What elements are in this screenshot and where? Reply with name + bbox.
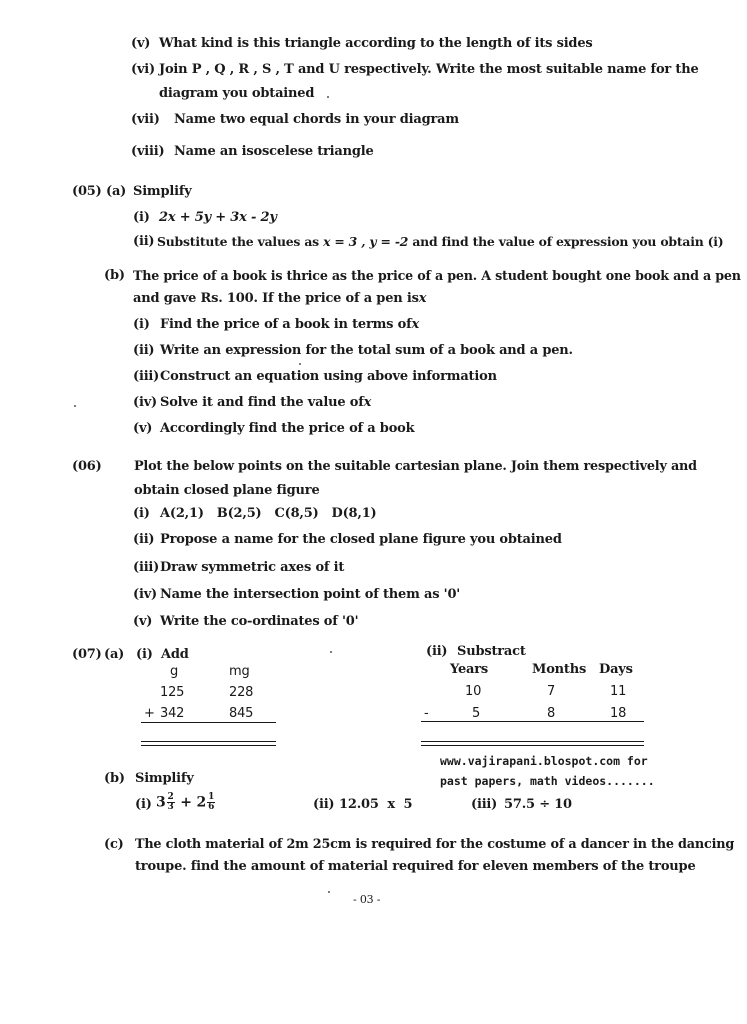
q05-a-label: (a) (106, 184, 127, 199)
q06-iv-number: (iv) (133, 587, 157, 602)
q05-a-title: Simplify (133, 184, 192, 199)
q06-v-text: Write the co-ordinates of '0' (160, 614, 359, 629)
q05-b-i-var: x (411, 317, 420, 332)
q07-sub-col-years: Years (450, 662, 489, 677)
frac2-numerator: 1 (208, 792, 215, 802)
add-sum-line (141, 722, 276, 723)
q05-b-text-line2 (133, 291, 426, 306)
q05-a-i-expression: 2x + 5y + 3x - 2y (159, 210, 277, 225)
q07-sub-r2-years: 5 (472, 706, 481, 721)
q07-number: (07) (72, 647, 102, 662)
q07-b-i-expression (156, 793, 216, 812)
q07-sub-r2-days: 18 (610, 706, 627, 721)
q07-b-i-fraction2 (207, 793, 215, 812)
q05-a-ii-values: x = 3 , y = -2 (323, 234, 409, 249)
q04-vi-text-line1: Join P , Q , R , S , T and U respectively. Write the most suitable name for the (159, 62, 699, 77)
q05-a-i-number: (i) (133, 210, 150, 225)
q07-sub-col-months: Months (532, 662, 587, 677)
q05-b-i-text (160, 317, 419, 332)
q05-b-text2-prefix: and gave Rs. 100. If the price of a pen is (133, 291, 419, 306)
sub-answer-line-bottom (421, 745, 644, 746)
q07-b-iii-expression: 57.5 ÷ 10 (504, 797, 572, 812)
scan-speck (299, 363, 301, 365)
add-answer-line-bottom (141, 745, 276, 746)
q05-b-iv-prefix: Solve it and find the value of (160, 395, 364, 410)
q07-add-title: Add (161, 647, 189, 662)
q07-a-label: (a) (104, 647, 125, 662)
q07-add-number: (i) (136, 647, 153, 662)
q07-add-r2-mg: 845 (229, 706, 254, 721)
q05-number: (05) (72, 184, 102, 199)
add-answer-line-top (141, 741, 276, 742)
q05-b-iv-var: x (363, 395, 372, 410)
watermark-line2: past papers, math videos....... (440, 774, 655, 788)
q06-iv-text: Name the intersection point of them as '0' (160, 587, 461, 602)
q06-iii-number: (iii) (133, 560, 160, 575)
q06-text-line2: obtain closed plane figure (134, 483, 320, 498)
q04-v-text: What kind is this triangle according to the length of its sides (159, 36, 593, 51)
q07-b-ii-expression: 12.05 x 5 (339, 797, 413, 812)
scan-speck (330, 651, 332, 653)
q04-vii-number: (vii) (131, 112, 160, 127)
q07-b-i-operator: + (180, 794, 192, 811)
q05-a-ii-text (157, 234, 723, 249)
q07-sub-r1-days: 11 (610, 684, 627, 699)
q07-add-r2-g: 342 (160, 706, 185, 721)
scan-speck (74, 405, 76, 407)
q07-sub-number: (ii) (426, 644, 448, 659)
q07-sub-title: Substract (457, 644, 526, 659)
q06-ii-number: (ii) (133, 532, 155, 547)
q07-sub-r1-years: 10 (465, 684, 482, 699)
q07-b-i-whole1: 3 (156, 794, 166, 811)
q05-a-ii-number: (ii) (133, 234, 155, 249)
q05-a-ii-prefix: Substitute the values as (157, 234, 319, 249)
q05-b-ii-number: (ii) (133, 343, 155, 358)
q07-sub-r1-months: 7 (547, 684, 556, 699)
q05-b-iii-text: Construct an equation using above information (160, 369, 497, 384)
q05-b-i-number: (i) (133, 317, 150, 332)
q06-number: (06) (72, 459, 102, 474)
q06-iii-text: Draw symmetric axes of it (160, 560, 345, 575)
q06-i-number: (i) (133, 506, 150, 521)
q06-v-number: (v) (133, 614, 153, 629)
page-number: - 03 - (353, 893, 381, 906)
q07-b-title: Simplify (135, 771, 194, 786)
q05-b-v-number: (v) (133, 421, 153, 436)
q04-v-number: (v) (131, 36, 151, 51)
q04-vi-text-line2: diagram you obtained (159, 86, 315, 101)
q07-b-i-number: (i) (135, 797, 152, 812)
q07-b-iii-number: (iii) (471, 797, 498, 812)
q06-text-line1: Plot the below points on the suitable cartesian plane. Join them respectively and (134, 459, 697, 474)
q05-a-ii-suffix: and find the value of expression you obtain (i) (412, 234, 724, 249)
q06-i-points: A(2,1) B(2,5) C(8,5) D(8,1) (160, 506, 377, 521)
q07-add-col-g: g (170, 664, 179, 679)
q04-viii-number: (viii) (131, 144, 165, 159)
scan-speck (328, 891, 330, 893)
q07-add-r1-mg: 228 (229, 685, 254, 700)
q07-add-plus-sign: + (144, 706, 155, 721)
q07-sub-minus-sign: - (424, 706, 429, 721)
q05-b-ii-text: Write an expression for the total sum of a book and a pen. (160, 343, 573, 358)
q05-b-text-line1: The price of a book is thrice as the price of a pen. A student bought one book and a pen (133, 268, 741, 283)
q07-c-label: (c) (104, 837, 124, 852)
q05-b-label: (b) (104, 268, 125, 283)
sub-difference-line (421, 721, 644, 722)
frac1-numerator: 2 (167, 792, 174, 802)
q07-b-i-whole2: 2 (196, 794, 207, 811)
q07-b-i-fraction1 (167, 793, 175, 812)
q07-c-text-line2: troupe. find the amount of material required for eleven members of the troupe (135, 859, 696, 874)
watermark-line1: www.vajirapani.blospot.com for (440, 754, 648, 768)
scan-speck (327, 96, 329, 98)
q05-b-i-prefix: Find the price of a book in terms of (160, 317, 412, 332)
q07-sub-col-days: Days (599, 662, 633, 677)
q05-b-text2-var: x (418, 291, 427, 306)
frac2-denominator: 6 (208, 802, 215, 812)
q07-sub-r2-months: 8 (547, 706, 556, 721)
q07-b-label: (b) (104, 771, 125, 786)
q05-b-v-text: Accordingly find the price of a book (160, 421, 415, 436)
q07-add-col-mg: mg (229, 664, 250, 679)
q07-c-text-line1: The cloth material of 2m 25cm is required for the costume of a dancer in the dancing (135, 837, 735, 852)
q07-add-r1-g: 125 (160, 685, 185, 700)
q06-ii-text: Propose a name for the closed plane figure you obtained (160, 532, 562, 547)
frac1-denominator: 3 (167, 802, 174, 812)
q04-vii-text: Name two equal chords in your diagram (174, 112, 459, 127)
q05-b-iii-number: (iii) (133, 369, 160, 384)
q05-b-iv-number: (iv) (133, 395, 157, 410)
q07-b-ii-number: (ii) (313, 797, 335, 812)
q04-vi-number: (vi) (131, 62, 155, 77)
sub-answer-line-top (421, 741, 644, 742)
q04-viii-text: Name an isoscelese triangle (174, 144, 374, 159)
q05-b-iv-text (160, 395, 371, 410)
